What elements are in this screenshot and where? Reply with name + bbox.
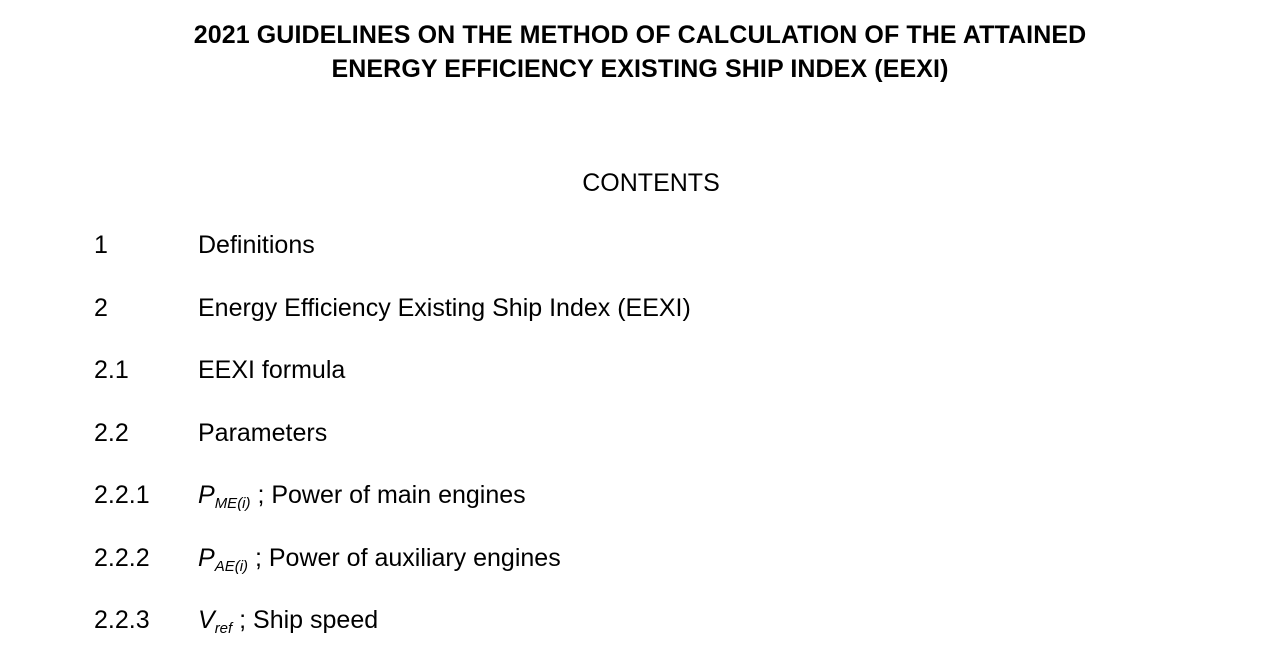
toc-entry-number: 2 xyxy=(94,293,108,322)
toc-entry-label: ; Power of auxiliary engines xyxy=(248,543,561,572)
toc-entry-text xyxy=(198,353,345,387)
toc-entry-text xyxy=(198,291,691,325)
document-title-line-2: ENERGY EFFICIENCY EXISTING SHIP INDEX (EEXI) xyxy=(331,55,949,83)
toc-entry-label: Energy Efficiency Existing Ship Index (EEXI) xyxy=(198,293,691,322)
toc-entry-2-2 xyxy=(94,416,1194,479)
contents-heading: CONTENTS xyxy=(582,169,720,197)
toc-entry-number: 1 xyxy=(94,231,108,259)
toc-entry-label: Parameters xyxy=(198,418,328,447)
toc-entry-2 xyxy=(94,291,1194,354)
toc-entry-number: 2.1 xyxy=(94,356,129,384)
parameter-symbol xyxy=(198,481,251,512)
symbol-base: P xyxy=(198,481,215,509)
toc-entry-number: 2.2.1 xyxy=(94,481,150,509)
symbol-subscript: ME(i) xyxy=(214,495,251,512)
toc-entry-text xyxy=(198,541,561,575)
toc-entry-label: Definitions xyxy=(198,231,315,259)
toc-entry-number: 2.2.2 xyxy=(94,543,150,572)
document-title xyxy=(0,18,1280,86)
toc-entry-2-2-3 xyxy=(94,603,1194,666)
toc-entry-label: ; Power of main engines xyxy=(250,481,526,509)
table-of-contents xyxy=(94,228,1194,666)
symbol-base: P xyxy=(198,543,215,572)
toc-entry-label: ; Ship speed xyxy=(232,606,379,634)
toc-entry-1 xyxy=(94,228,1194,291)
toc-entry-text xyxy=(198,416,327,450)
parameter-symbol xyxy=(198,606,233,637)
symbol-subscript: ref xyxy=(214,620,233,637)
document-title-line-1: 2021 GUIDELINES ON THE METHOD OF CALCULATION OF THE ATTAINED xyxy=(193,21,1087,49)
toc-entry-2-1 xyxy=(94,353,1194,416)
toc-entry-number: 2.2.3 xyxy=(94,606,150,634)
symbol-base: V xyxy=(198,606,215,634)
toc-entry-number: 2.2 xyxy=(94,418,129,447)
toc-entry-text xyxy=(198,228,315,262)
toc-entry-label: EEXI formula xyxy=(198,356,346,384)
toc-entry-2-2-2 xyxy=(94,541,1194,604)
toc-entry-2-2-1 xyxy=(94,478,1194,541)
parameter-symbol xyxy=(198,543,249,575)
toc-entry-text xyxy=(198,478,526,512)
toc-entry-text xyxy=(198,603,378,637)
symbol-subscript: AE(i) xyxy=(214,557,249,575)
